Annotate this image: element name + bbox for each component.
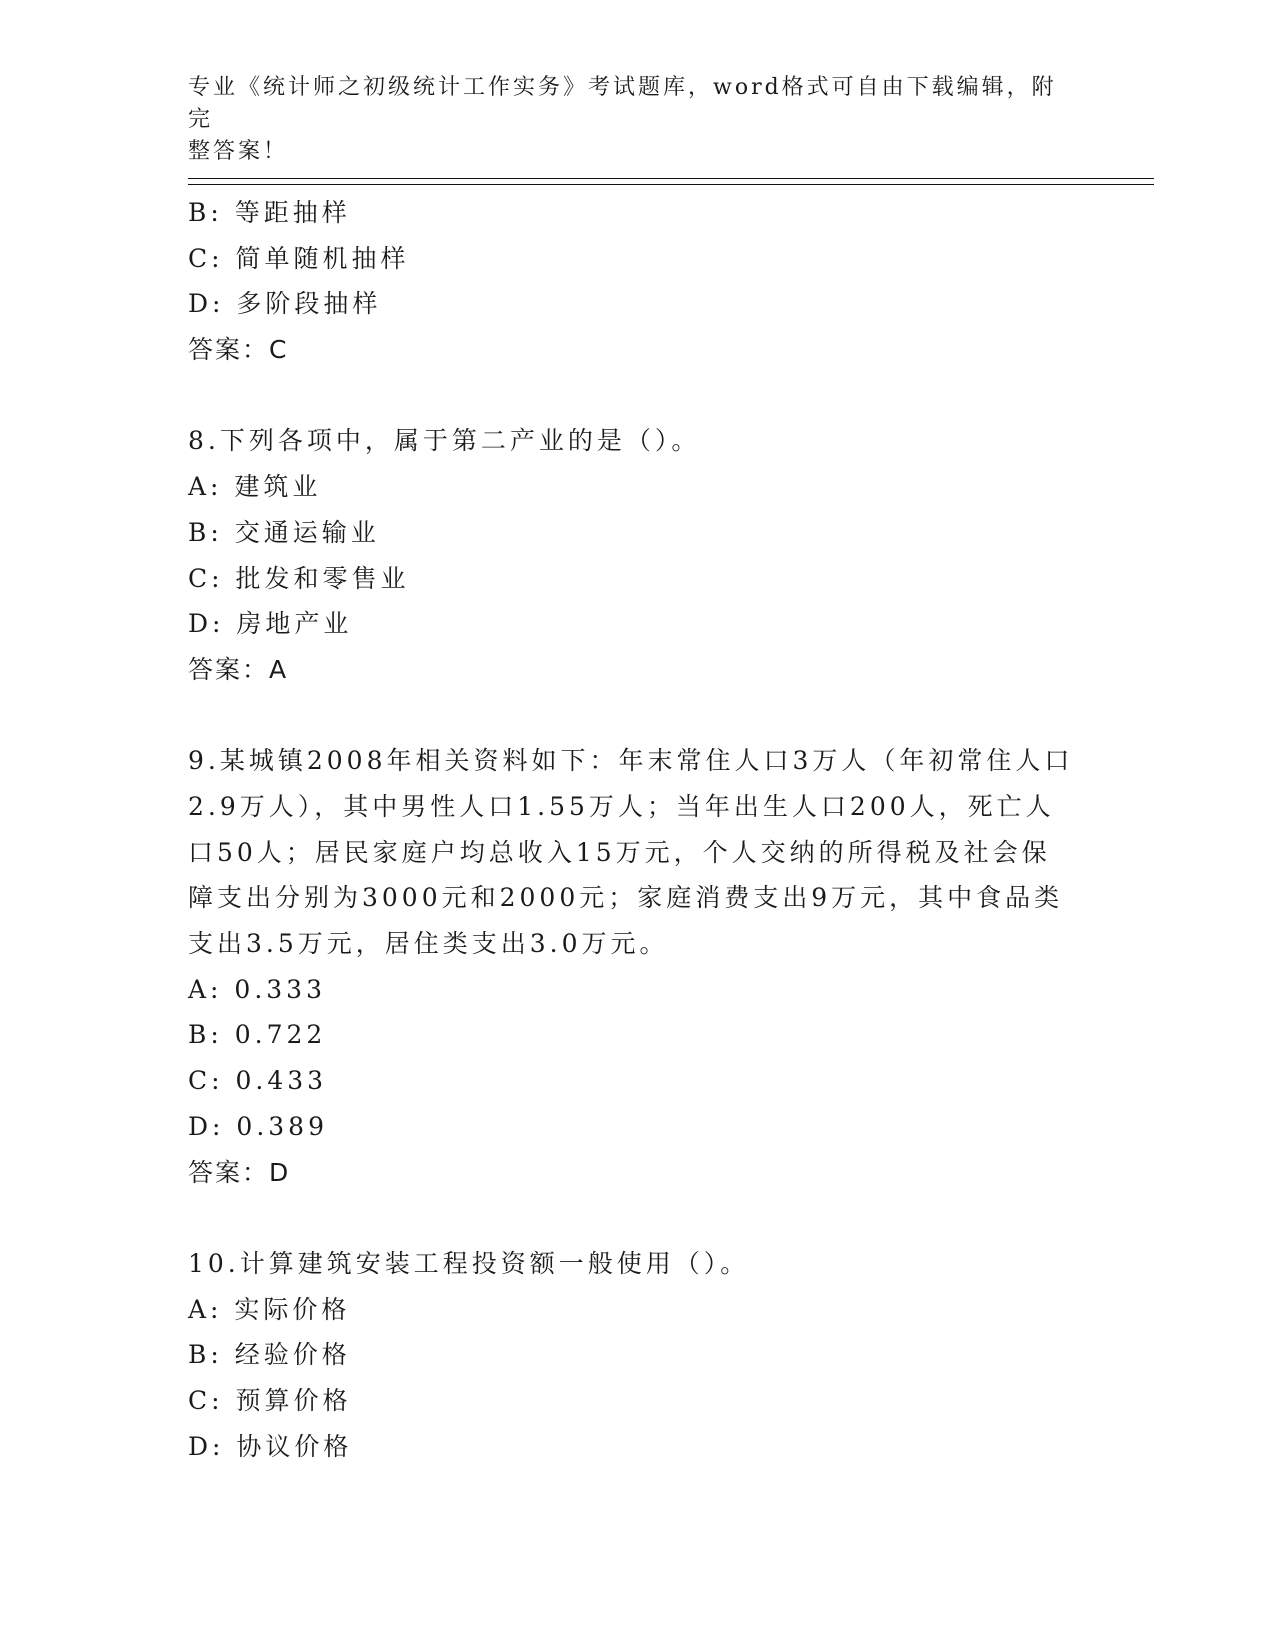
option-c: C: 简单随机抽样: [188, 243, 410, 273]
question-8: [188, 418, 1088, 692]
question-10: [188, 1241, 1088, 1469]
spacer: [188, 693, 1088, 739]
question-9: [188, 738, 1088, 1195]
header-line-2: 整答案！: [188, 139, 289, 164]
option-b: B: 交通运输业: [188, 517, 380, 547]
answer-label: 答案：A: [188, 654, 289, 684]
header-divider-top: [188, 178, 1154, 179]
question-stem: [188, 738, 1074, 967]
question-7: [188, 190, 1088, 373]
option-d: D: 0.389: [188, 1111, 328, 1141]
stem-line: 障支出分别为3000元和2000元；家庭消费支出9万元，其中食品类: [188, 883, 1064, 913]
header-line-1: 专业《统计师之初级统计工作实务》考试题库，word格式可自由下载编辑，附完: [188, 75, 1057, 132]
option-d: D: 协议价格: [188, 1431, 353, 1461]
option-a: A: 0.333: [188, 974, 326, 1004]
stem-line: 支出3.5万元，居住类支出3.0万元。: [188, 929, 669, 959]
option-c: C: 预算价格: [188, 1385, 352, 1415]
stem-line: 口50人；居民家庭户均总收入15万元，个人交纳的所得税及社会保: [188, 837, 1051, 867]
answer-label: 答案：C: [188, 335, 289, 365]
option-a: A: 建筑业: [188, 472, 322, 502]
option-a: A: 实际价格: [188, 1294, 351, 1324]
spacer: [188, 1195, 1088, 1241]
stem-line: 2.9万人），其中男性人口1.55万人；当年出生人口200人，死亡人: [188, 791, 1055, 821]
option-b: B: 经验价格: [188, 1340, 351, 1370]
header-divider-bottom: [188, 184, 1154, 185]
question-content: [188, 190, 1088, 1469]
option-d: D: 房地产业: [188, 609, 353, 639]
question-stem: 8.下列各项中，属于第二产业的是（）。: [188, 426, 701, 456]
option-c: C: 0.433: [188, 1066, 328, 1096]
spacer: [188, 373, 1088, 419]
stem-line: 9.某城镇2008年相关资料如下：年末常住人口3万人（年初常住人口: [188, 746, 1074, 776]
option-d: D: 多阶段抽样: [188, 289, 382, 319]
question-stem: 10.计算建筑安装工程投资额一般使用（）。: [188, 1248, 750, 1278]
option-c: C: 批发和零售业: [188, 563, 410, 593]
option-b: B: 等距抽样: [188, 198, 351, 227]
document-header: [188, 72, 1068, 168]
option-b: B: 0.722: [188, 1020, 327, 1050]
answer-label: 答案：D: [188, 1157, 291, 1187]
